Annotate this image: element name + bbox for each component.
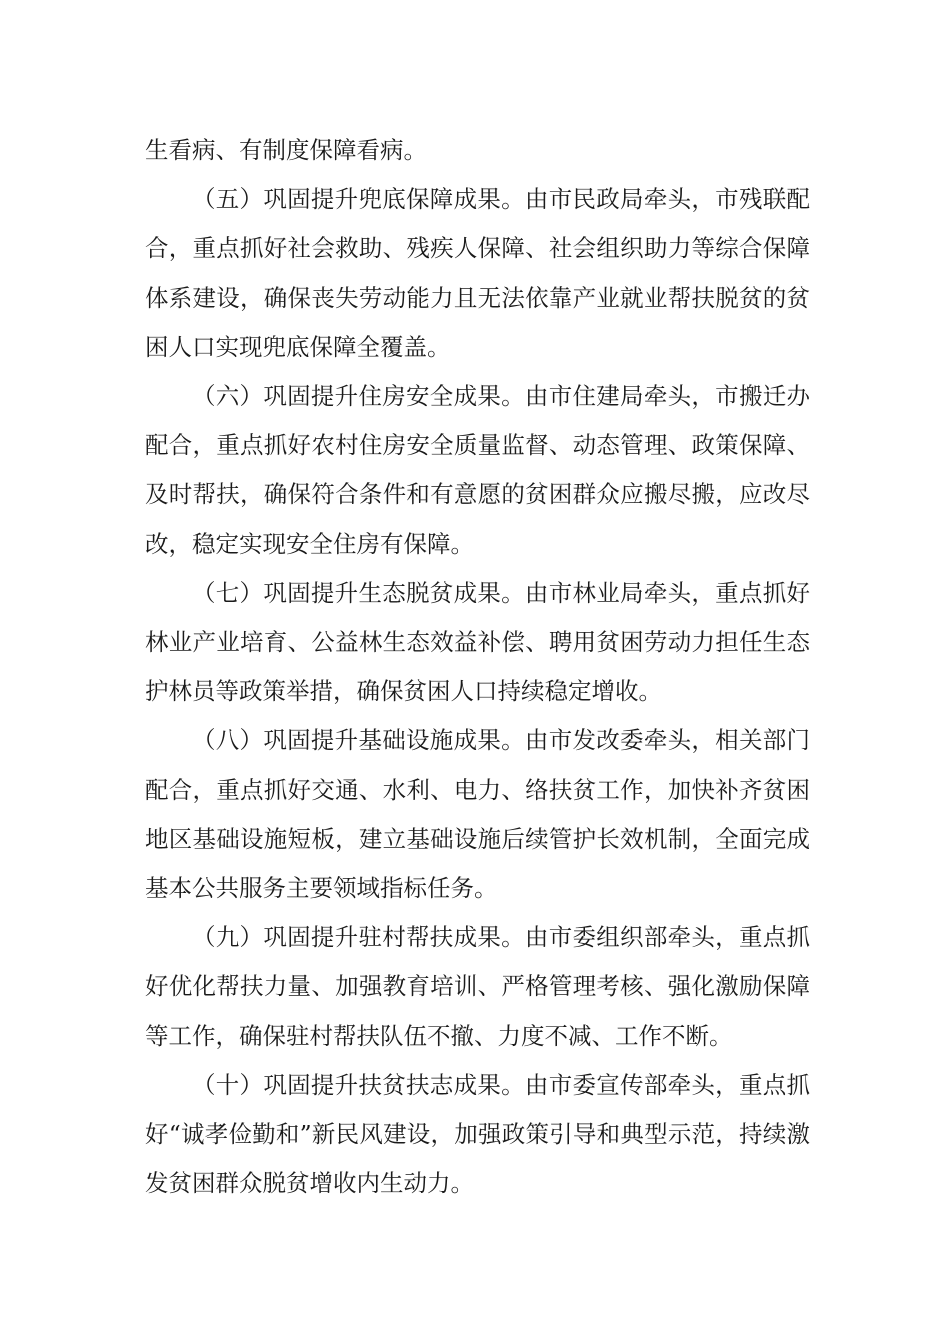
paragraph-item-9: （九）巩固提升驻村帮扶成果。由市委组织部牵头，重点抓好优化帮扶力量、加强教育培训、严格管理考核、强化激励保障等工作，确保驻村帮扶队伍不撤、力度不减、工作不断。 xyxy=(145,923,810,1050)
paragraph-item-7: （七）巩固提升生态脱贫成果。由市林业局牵头，重点抓好林业产业培育、公益林生态效益补偿、聘用贫困劳动力担任生态护林员等政策举措，确保贫困人口持续稳定增收。 xyxy=(145,578,810,706)
paragraph-continuation: 生看病、有制度保障看病。 xyxy=(145,136,427,164)
paragraph-item-5: （五）巩固提升兜底保障成果。由市民政局牵头，市残联配合，重点抓好社会救助、残疾人保障、社会组织助力等综合保障体系建设，确保丧失劳动能力且无法依靠产业就业帮扶脱贫的贫困人口实现兜底保障全覆盖。 xyxy=(145,185,810,361)
paragraph-item-10: （十）巩固提升扶贫扶志成果。由市委宣传部牵头，重点抓好“诚孝俭勤和”新民风建设，加强政策引导和典型示范，持续激发贫困群众脱贫增收内生动力。 xyxy=(145,1070,810,1198)
paragraph-item-8: （八）巩固提升基础设施成果。由市发改委牵头，相关部门配合，重点抓好交通、水利、电力、络扶贫工作，加快补齐贫困地区基础设施短板，建立基础设施后续管护长效机制，全面完成基本公共服务主要领域指标任务。 xyxy=(145,726,810,903)
paragraph-item-6: （六）巩固提升住房安全成果。由市住建局牵头，市搬迁办配合，重点抓好农村住房安全质量监督、动态管理、政策保障、及时帮扶，确保符合条件和有意愿的贫困群众应搬尽搬，应改尽改，稳定实现安全住房有保障。 xyxy=(145,382,810,558)
document-body xyxy=(145,126,810,1208)
